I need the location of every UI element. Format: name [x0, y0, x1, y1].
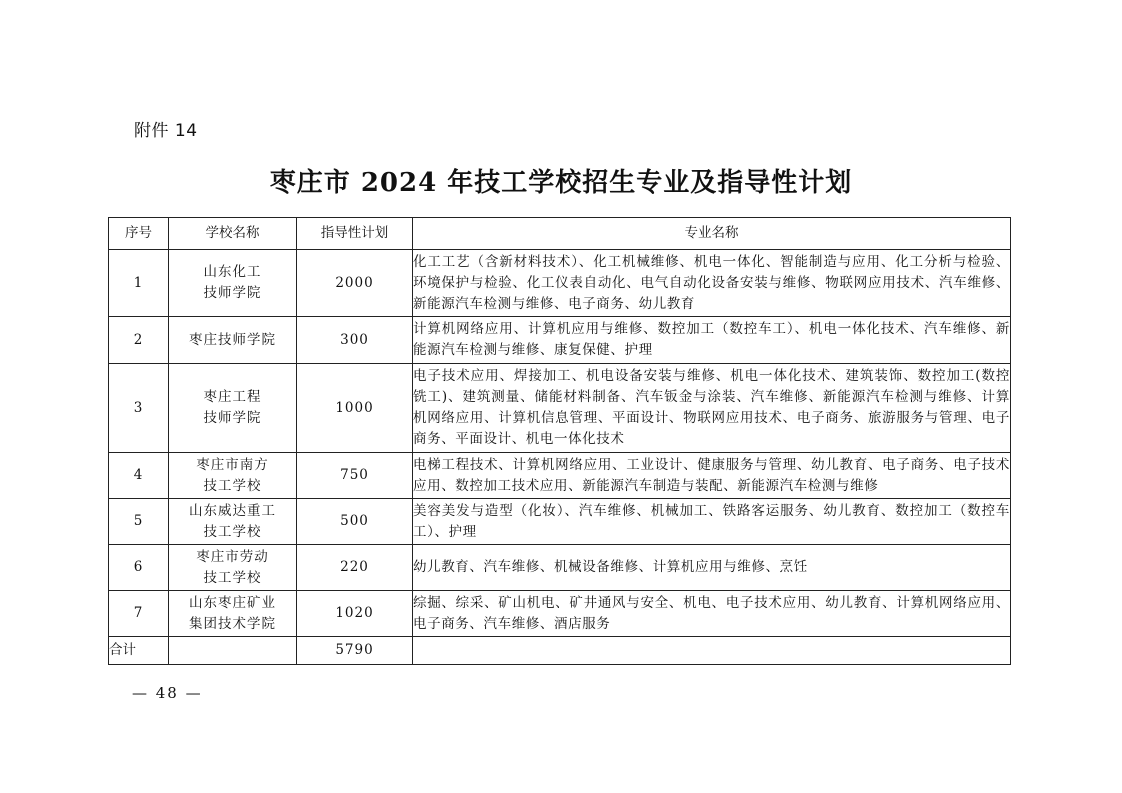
table-total-row [109, 637, 1011, 665]
row-plan: 1020 [297, 591, 413, 637]
row-index: 3 [109, 364, 169, 453]
row-school: 枣庄市劳动 技工学校 [169, 545, 297, 591]
table-row [109, 364, 1011, 453]
table-row [109, 453, 1011, 499]
header-school: 学校名称 [169, 218, 297, 250]
row-school: 山东枣庄矿业 集团技术学院 [169, 591, 297, 637]
total-label: 合计 [109, 637, 169, 665]
row-index: 6 [109, 545, 169, 591]
row-index: 1 [109, 250, 169, 317]
row-majors: 电梯工程技术、计算机网络应用、工业设计、健康服务与管理、幼儿教育、电子商务、电子技术应用、数控加工技术应用、新能源汽车制造与装配、新能源汽车检测与维修 [413, 453, 1011, 499]
page-number: — 48 — [132, 684, 203, 702]
row-school: 山东化工 技师学院 [169, 250, 297, 317]
table-row [109, 545, 1011, 591]
row-school: 枣庄技师学院 [169, 317, 297, 364]
page-title: 枣庄市 2024 年技工学校招生专业及指导性计划 [269, 168, 853, 198]
table-row [109, 317, 1011, 364]
row-plan: 500 [297, 499, 413, 545]
row-majors: 化工工艺（含新材料技术）、化工机械维修、机电一体化、智能制造与应用、化工分析与检验、环境保护与检验、化工仪表自动化、电气自动化设备安装与维修、物联网应用技术、汽车维修、新能源汽车检测与维修、电子商务、幼儿教育 [413, 250, 1011, 317]
row-plan: 1000 [297, 364, 413, 453]
row-school: 山东威达重工 技工学校 [169, 499, 297, 545]
table-row [109, 499, 1011, 545]
enrollment-plan-table [108, 217, 1011, 665]
row-plan: 750 [297, 453, 413, 499]
table-row [109, 591, 1011, 637]
row-majors: 综掘、综采、矿山机电、矿井通风与安全、机电、电子技术应用、幼儿教育、计算机网络应用、电子商务、汽车维修、酒店服务 [413, 591, 1011, 637]
row-plan: 300 [297, 317, 413, 364]
row-index: 2 [109, 317, 169, 364]
header-index: 序号 [109, 218, 169, 250]
row-majors: 计算机网络应用、计算机应用与维修、数控加工（数控车工）、机电一体化技术、汽车维修、新能源汽车检测与维修、康复保健、护理 [413, 317, 1011, 364]
total-school [169, 637, 297, 665]
header-majors: 专业名称 [413, 218, 1011, 250]
row-school: 枣庄工程 技师学院 [169, 364, 297, 453]
header-plan: 指导性计划 [297, 218, 413, 250]
row-majors: 电子技术应用、焊接加工、机电设备安装与维修、机电一体化技术、建筑装饰、数控加工(数控铣工)、建筑测量、储能材料制备、汽车钣金与涂装、汽车维修、新能源汽车检测与维修、计算机网络应用、计算机信息管理、平面设计、物联网应用技术、电子商务、旅游服务与管理、电子商务、平面设计、机电一体化技术 [413, 364, 1011, 453]
total-majors [413, 637, 1011, 665]
table-header-row [109, 218, 1011, 250]
row-plan: 220 [297, 545, 413, 591]
row-majors: 幼儿教育、汽车维修、机械设备维修、计算机应用与维修、烹饪 [413, 545, 1011, 591]
row-index: 5 [109, 499, 169, 545]
row-plan: 2000 [297, 250, 413, 317]
row-majors: 美容美发与造型（化妆）、汽车维修、机械加工、铁路客运服务、幼儿教育、数控加工（数控车工）、护理 [413, 499, 1011, 545]
attachment-label: 附件 14 [134, 121, 198, 141]
row-index: 4 [109, 453, 169, 499]
row-index: 7 [109, 591, 169, 637]
total-plan: 5790 [297, 637, 413, 665]
row-school: 枣庄市南方 技工学校 [169, 453, 297, 499]
table-row [109, 250, 1011, 317]
